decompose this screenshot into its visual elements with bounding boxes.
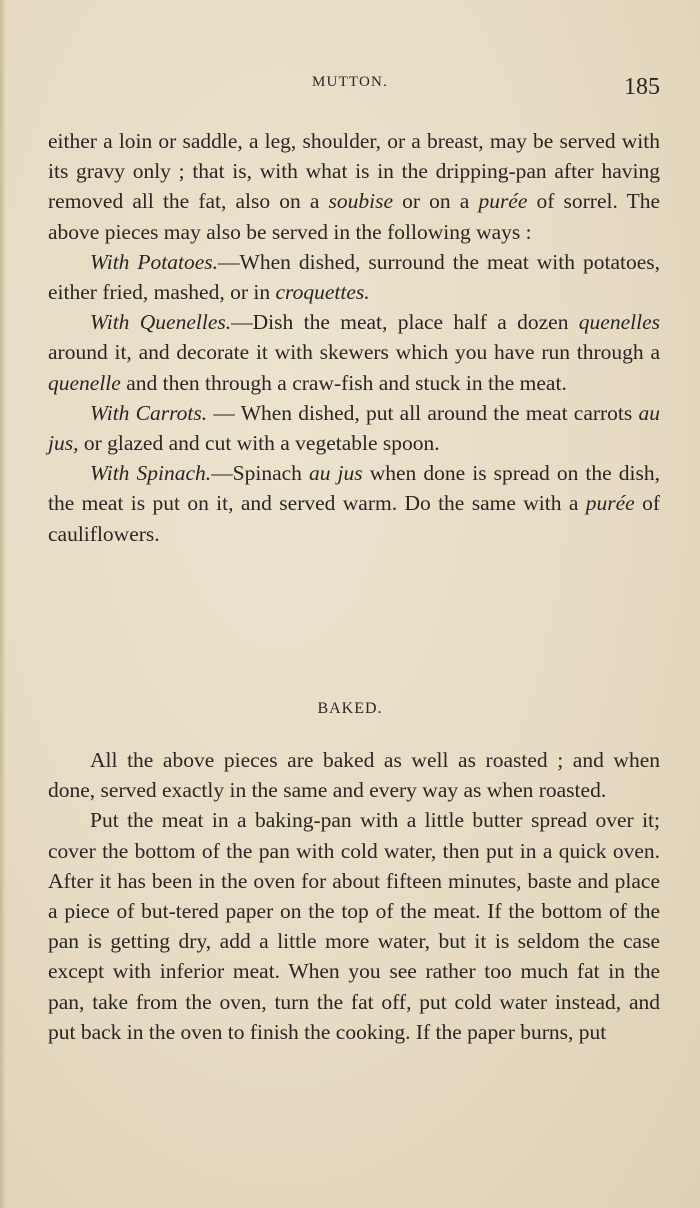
italic-term: croquettes. bbox=[275, 280, 370, 305]
section-heading-baked: BAKED. bbox=[317, 700, 383, 717]
paragraph-with-quenelles bbox=[48, 307, 660, 398]
italic-term: au jus, bbox=[48, 400, 660, 456]
paragraph-with-spinach bbox=[48, 458, 660, 549]
italic-term: quenelles bbox=[578, 310, 660, 335]
text-run: around it, and decorate it with skewers which you have run through a bbox=[48, 340, 660, 365]
italic-heading: With Carrots. bbox=[90, 400, 208, 425]
italic-term: quenelle bbox=[48, 370, 121, 395]
italic-term: purée bbox=[478, 189, 528, 214]
italic-term: au jus bbox=[308, 461, 363, 486]
text-run: of sorrel. The above pieces may also be served in the following ways : bbox=[48, 189, 661, 244]
mutton-text-block bbox=[48, 126, 660, 549]
italic-heading: With Spinach. bbox=[90, 461, 212, 486]
italic-heading: With Quenelles. bbox=[90, 310, 232, 335]
running-head: MUTTON. bbox=[312, 74, 389, 90]
text-run: or on a bbox=[393, 189, 479, 214]
text-run: or glazed and cut with a vegetable spoon. bbox=[78, 431, 440, 456]
paragraph-baked-method: Put the meat in a baking-pan with a little butter spread over it; cover the bottom of the pan with cold water, then put in a quick oven. After it has been in the oven for about fifteen minutes, baste and place a piece of but-tered paper on the top of the meat. If the bottom of the pan is getting dry, add a little more water, but it is seldom the case except with inferior meat. When you see rather too much fat in the pan, take from the oven, turn the fat off, put cold water instead, and put back in the oven to finish the cooking. If the paper burns, put bbox=[48, 808, 660, 1044]
text-run: and then through a craw-fish and stuck in the meat. bbox=[120, 370, 567, 395]
page-number: 185 bbox=[624, 74, 660, 100]
text-run: —When dished, surround the meat with potatoes, either fried, mashed, or in bbox=[48, 249, 660, 305]
text-run: either a loin or saddle, a leg, shoulder, or a breast, may be served with its gravy only ; that is, with what is in the dripping-pan after having removed all the fat, also on a bbox=[48, 129, 660, 214]
text-run: —Spinach bbox=[211, 461, 309, 486]
baked-text-block bbox=[48, 745, 660, 1047]
text-run: — When dished, put all around the meat carrots bbox=[207, 400, 639, 425]
text-run: —Dish the meat, place half a dozen bbox=[231, 310, 579, 335]
paragraph-with-carrots bbox=[48, 398, 660, 458]
paragraph-serving bbox=[48, 126, 660, 247]
text-run: of cauliflowers. bbox=[48, 491, 660, 546]
italic-term: soubise bbox=[328, 189, 394, 214]
paragraph-baked-intro: All the above pieces are baked as well as roasted ; and when done, served exactly in the same and every way as when roasted. bbox=[48, 748, 660, 803]
italic-heading: With Potatoes. bbox=[90, 249, 219, 274]
page-edge-shadow bbox=[0, 0, 6, 1208]
text-run: when done is spread on the dish, the meat is put on it, and served warm. Do the same with a bbox=[48, 461, 660, 516]
italic-term: purée bbox=[585, 491, 635, 516]
paragraph-with-potatoes bbox=[48, 247, 660, 307]
